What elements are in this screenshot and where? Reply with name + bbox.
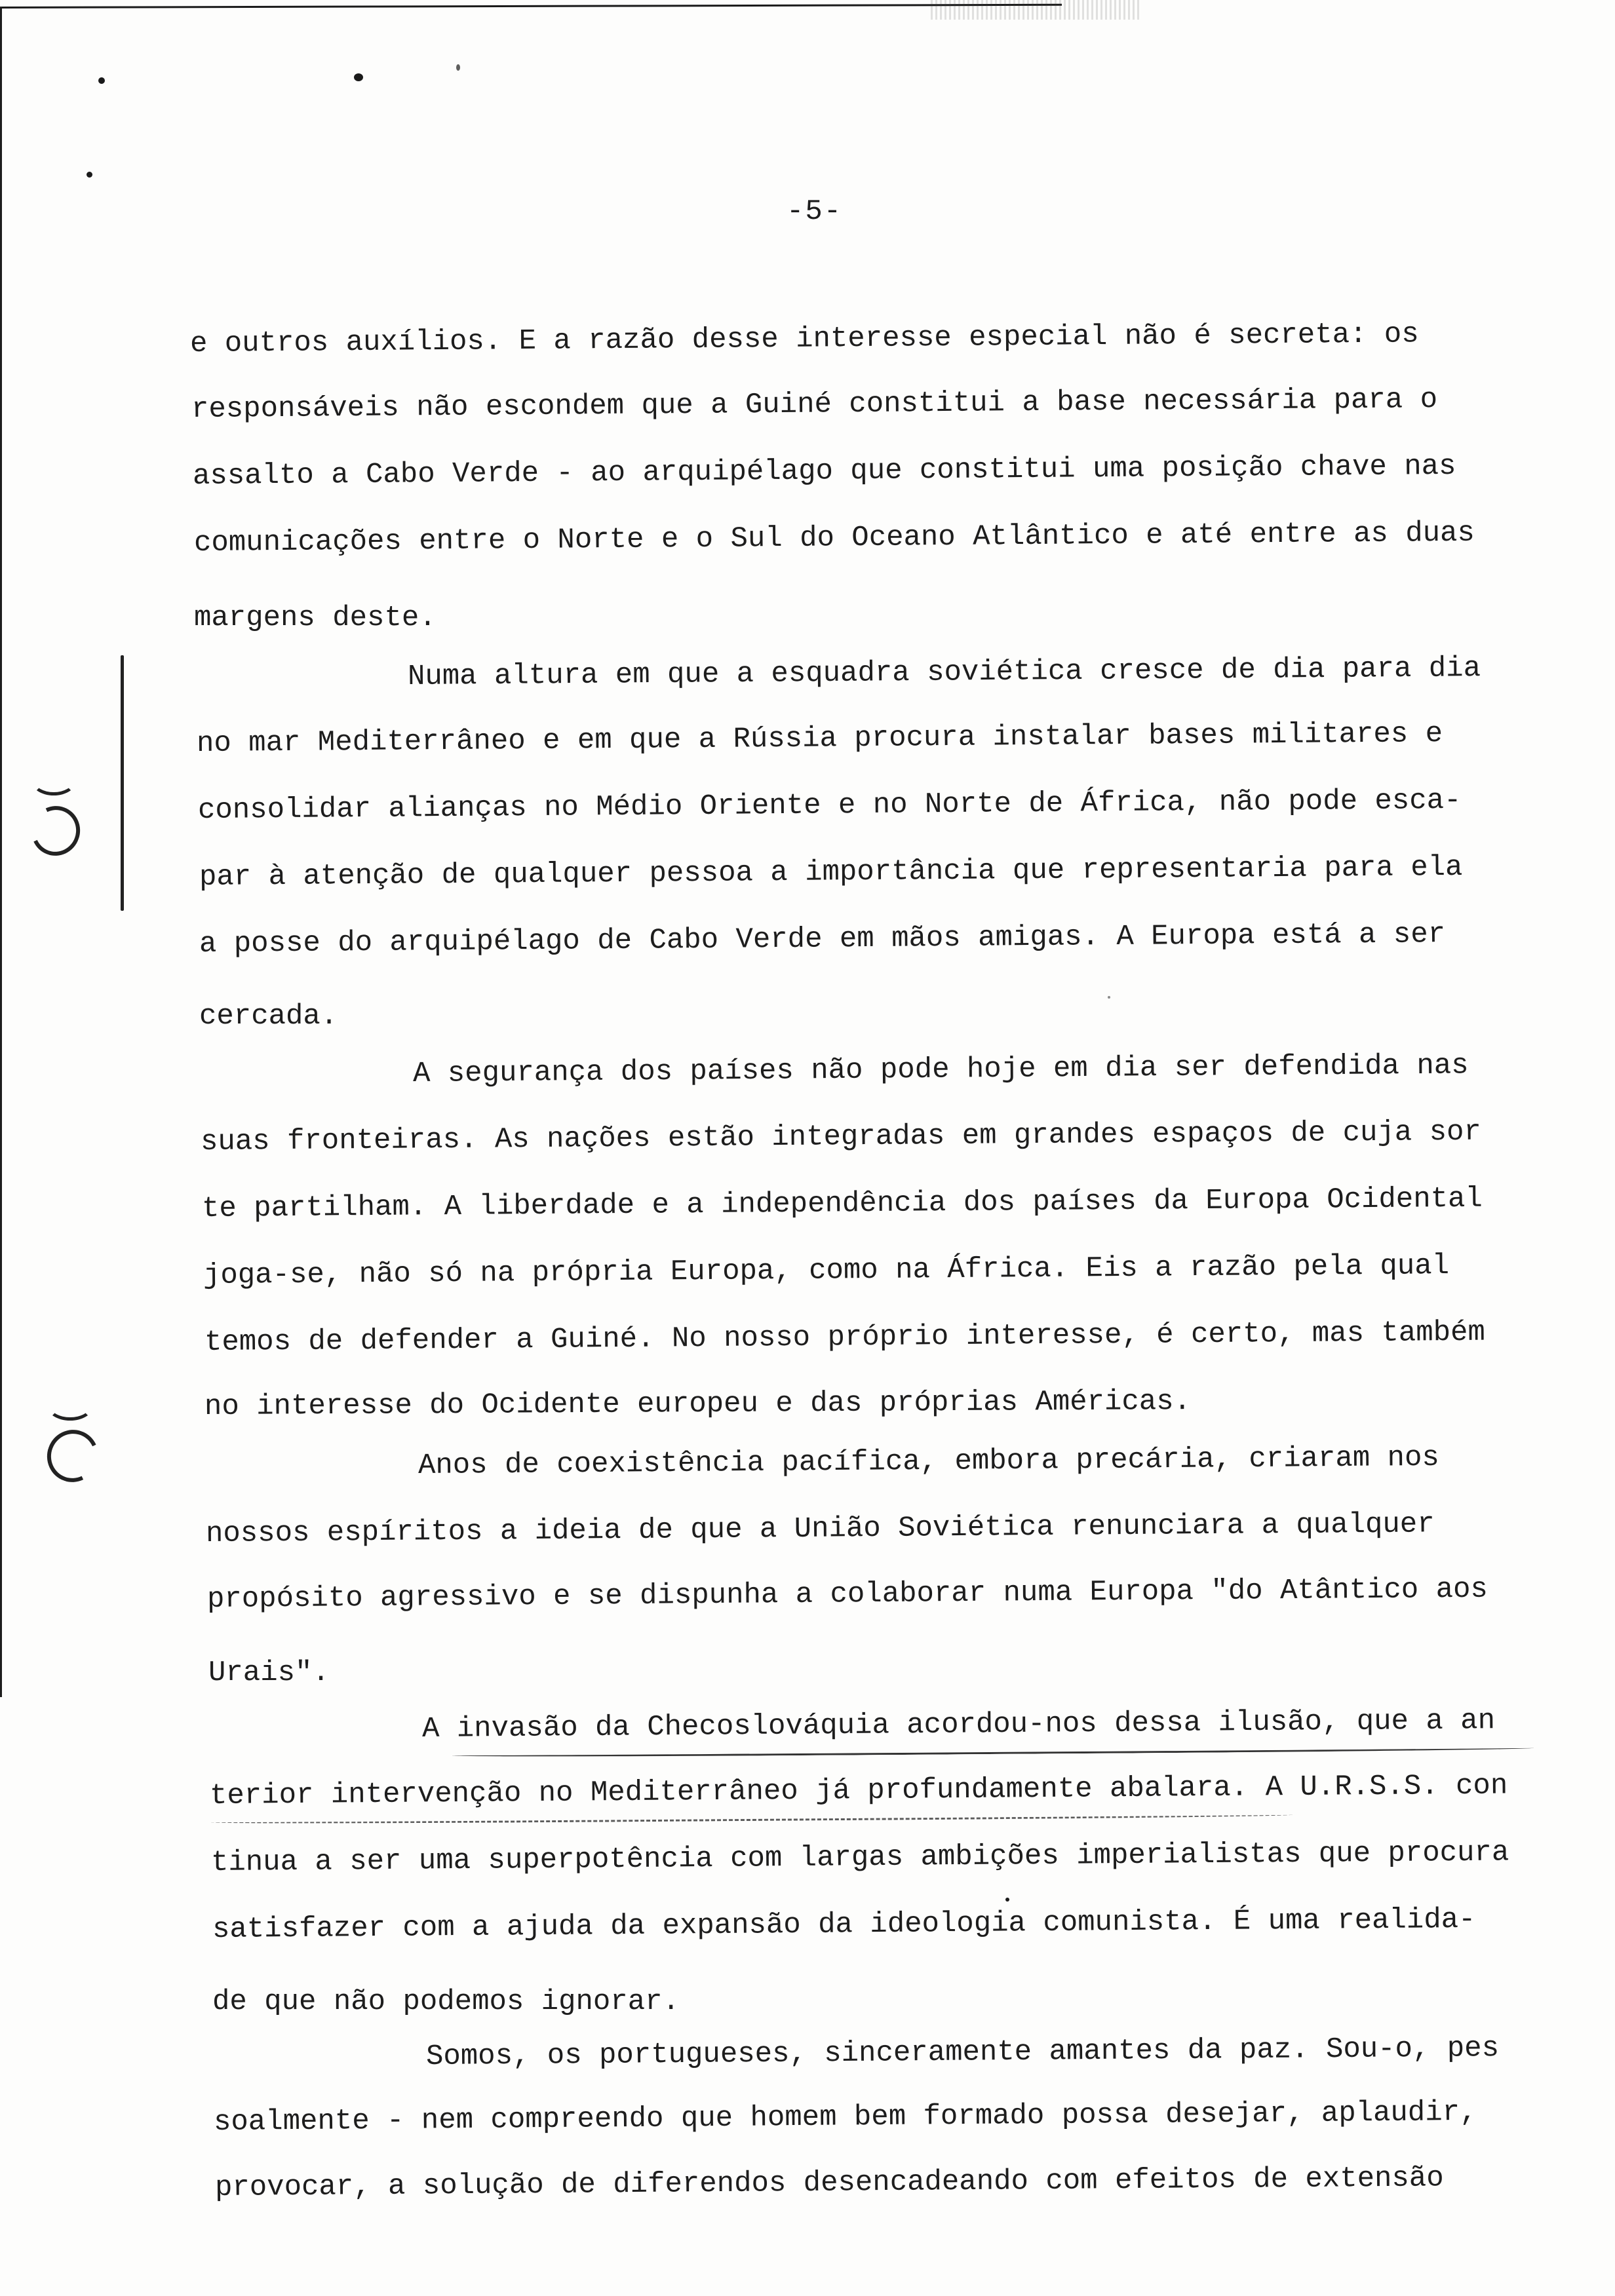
scan-noise xyxy=(931,0,1140,20)
text-line: comunicações entre o Norte e o Sul do Oceano Atlântico e até entre as duas xyxy=(193,516,1475,560)
text-line: Urais". xyxy=(208,1656,330,1689)
text-line: e outros auxílios. E a razão desse interesse especial não é secreta: os xyxy=(189,318,1419,360)
speck xyxy=(98,77,105,84)
text-line: propósito agressivo e se dispunha a colaborar numa Europa "do Atântico aos xyxy=(206,1573,1489,1616)
text-line: no mar Mediterrâneo e em que a Rússia procura instalar bases militares e xyxy=(196,718,1443,760)
text-line: Numa altura em que a esquadra soviética cresce de dia para dia xyxy=(407,652,1481,693)
margin-bracket-mark xyxy=(31,767,76,795)
text-line: Somos, os portugueses, sinceramente amantes da paz. Sou-o, pes xyxy=(425,2032,1500,2073)
text-line: satisfazer com a ajuda da expansão da ideologia comunista. É uma realida- xyxy=(212,1903,1476,1946)
text-line: A segurança dos países não pode hoje em dia ser defendida nas xyxy=(412,1049,1469,1090)
page-number: -5- xyxy=(787,195,843,228)
text-line: A invasão da Checoslováquia acordou-nos dessa ilusão, que a an xyxy=(421,1704,1496,1746)
handwritten-underline xyxy=(211,1811,1293,1825)
margin-ring-mark xyxy=(24,799,87,863)
text-line: te partilham. A liberdade e a independência dos países da Europa Ocidental xyxy=(201,1182,1483,1225)
text-line: de que não podemos ignorar. xyxy=(212,1985,680,2018)
text-line: responsáveis não escondem que a Guiné constitui a base necessária para o xyxy=(191,383,1438,426)
text-line: Anos de coexistência pacífica, embora precária, criaram nos xyxy=(418,1441,1440,1482)
margin-vertical-mark xyxy=(121,655,124,911)
text-line: suas fronteiras. As nações estão integradas em grandes espaços de cuja sor xyxy=(200,1115,1482,1158)
text-line: provocar, a solução de diferendos desencadeando com efeitos de extensão xyxy=(214,2162,1444,2204)
text-line: a posse do arquipélago de Cabo Verde em mãos amigas. A Europa está a ser xyxy=(199,918,1446,961)
text-line: no interesse do Ocidente europeu e das próprias Américas. xyxy=(204,1385,1192,1423)
text-line: temos de defender a Guiné. No nosso próprio interesse, é certo, mas também xyxy=(204,1316,1486,1359)
speck xyxy=(354,73,363,81)
text-line: nossos espíritos a ideia de que a União Soviética renunciara a qualquer xyxy=(205,1508,1435,1550)
speck xyxy=(1108,996,1110,999)
text-line: joga-se, não só na própria Europa, como na África. Eis a razão pela qual xyxy=(203,1250,1450,1292)
margin-bracket-mark xyxy=(47,1392,93,1421)
speck xyxy=(87,172,92,178)
text-line: consolidar alianças no Médio Oriente e no Norte de África, não pode esca- xyxy=(197,784,1462,827)
handwritten-underline xyxy=(452,1744,1534,1758)
margin-ring-mark xyxy=(40,1423,106,1489)
scan-edge-left xyxy=(0,7,2,1697)
speck xyxy=(456,64,460,71)
speck xyxy=(1005,1898,1009,1902)
text-line: par à atenção de qualquer pessoa a importância que representaria para ela xyxy=(199,851,1463,894)
text-line: terior intervenção no Mediterrâneo já profundamente abalara. A U.R.S.S. con xyxy=(209,1769,1508,1812)
text-line: cercada. xyxy=(199,1000,338,1033)
text-line: assalto a Cabo Verde - ao arquipélago que constitui uma posição chave nas xyxy=(192,450,1456,493)
text-line: soalmente - nem compreendo que homem bem formado possa desejar, aplaudir, xyxy=(213,2095,1477,2139)
text-line: tinua a ser uma superpotência com largas ambições imperialistas que procura xyxy=(210,1836,1509,1879)
text-line: margens deste. xyxy=(194,602,437,634)
scan-edge-top xyxy=(0,4,1062,9)
